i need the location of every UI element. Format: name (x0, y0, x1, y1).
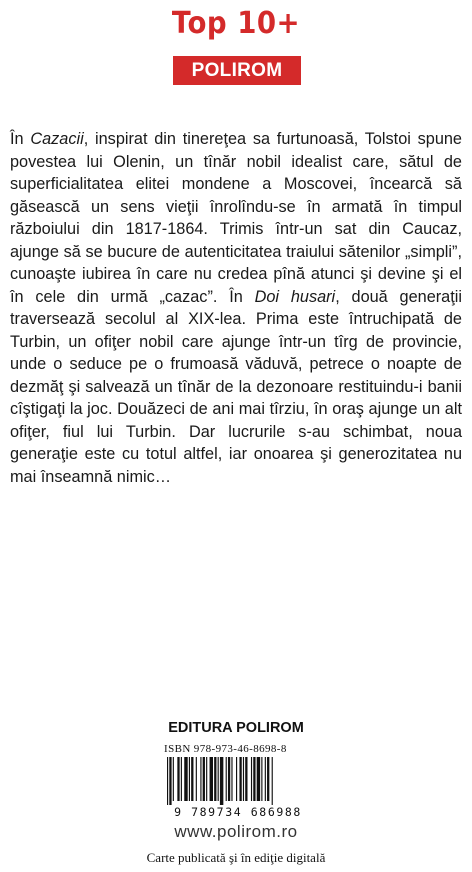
barcode-bar (203, 757, 205, 801)
barcode-bar (184, 757, 187, 801)
barcode-bar (231, 757, 232, 801)
barcode-bar (177, 757, 179, 801)
publisher-website: www.polirom.ro (174, 822, 298, 841)
publisher-logo: POLIROM (173, 56, 301, 85)
publisher-name: EDITURA POLIROM (168, 720, 304, 736)
barcode-bar (220, 757, 223, 805)
barcode-bar (181, 757, 182, 801)
book-title-cazacii: Cazacii (30, 130, 84, 148)
barcode-bar (196, 757, 197, 801)
barcode-bar (169, 757, 171, 805)
barcode-bar (226, 757, 227, 801)
barcode-bar (173, 757, 174, 801)
barcode-bar (200, 757, 201, 801)
barcode-bar (239, 757, 241, 801)
blurb-text-2: , inspirat din tinereţea sa furtunoasă, Tolstoi spune povestea lui Olenin, un tînăr nobil idealist care, sătul de superficialitatea elitei mondene a Moscovei, încearcă să găsească un sens vieţii înrolîndu-se în armată în timpul războiului din 1817-1864. Trimis într-un sat din Caucaz, ajunge să se bucure de autenticitatea traiului sătenilor „simpli”, cunoaşte iubirea în care nu credea pînă atunci şi devine şi el în cele din urmă „cazac”. În (10, 130, 462, 306)
barcode-bar (253, 757, 255, 801)
barcode-bar (243, 757, 244, 801)
book-title-doi-husari: Doi husari (254, 287, 336, 306)
barcode-bar (210, 757, 213, 801)
barcode-bar (214, 757, 216, 801)
barcode-bar (218, 757, 219, 801)
barcode-bar (189, 757, 190, 801)
barcode-block (158, 743, 318, 821)
barcode-bar (206, 757, 207, 801)
back-cover-blurb (10, 128, 462, 488)
barcode-digits: 9 789734 686988 (174, 805, 302, 819)
series-logo: Top 10+ (171, 6, 301, 41)
barcode-bar (267, 757, 269, 801)
blurb-text-1: În (10, 130, 31, 148)
barcode-bar (245, 757, 247, 801)
barcode-bar (251, 757, 252, 801)
isbn-label: ISBN 978-973-46-8698-8 (164, 743, 287, 755)
barcode-bar (265, 757, 266, 801)
blurb-text-3: , două generaţii traversează secolul al XIX-lea. Prima este întruchipată de Turbin, un ofiţer nobil care ajunge într-un tîrg de provincie, unde o seduce pe o frumoasă văduvă, petrece o noapte de dezmăţ şi salvează un tînăr de la dezonoare restituindu-i banii cîştigaţi la joc. Douăzeci de ani mai tîrziu, în oraş ajunge un alt ofiţer, fiul lui Turbin. Dar lucrurile s-au schimbat, noua generaţie este cu totul altfel, iar onoarea şi generozitatea nu mai înseamnă nimic… (10, 287, 462, 486)
barcode-bar (228, 757, 230, 801)
digital-edition-note: Carte publicată şi în ediţie digitală (146, 850, 326, 865)
barcode-bar (261, 757, 262, 801)
barcode-bar (257, 757, 260, 801)
barcode-bar (236, 757, 237, 801)
barcode-bar (272, 757, 273, 805)
barcode-bars (167, 757, 313, 805)
barcode-bar (191, 757, 193, 801)
barcode-bar (167, 757, 168, 805)
